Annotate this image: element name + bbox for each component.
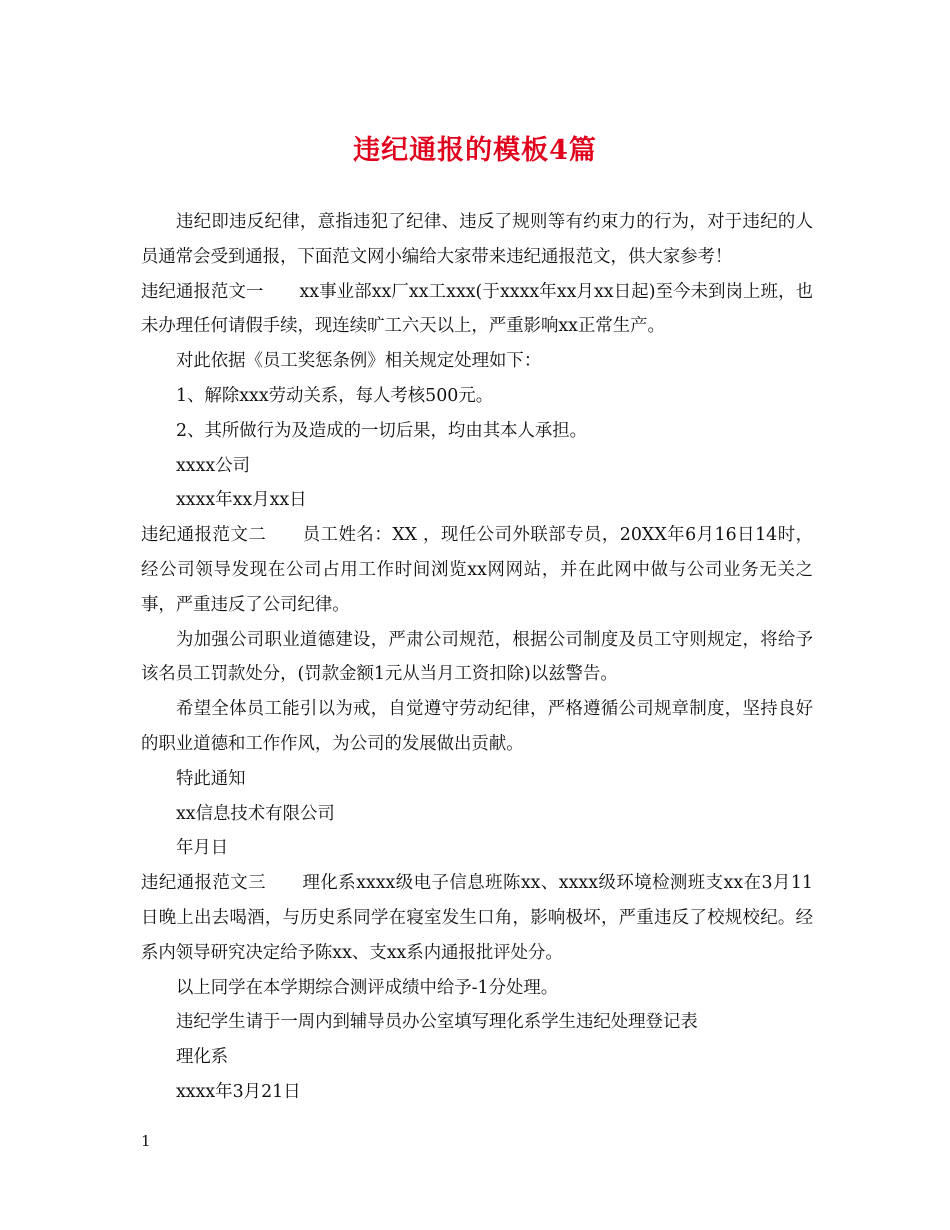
sample2-paragraph (141, 518, 813, 622)
sample3-para2: 以上同学在本学期综合测评成绩中给予-1分处理。 (176, 977, 559, 998)
sample1-heading: 违纪通报范文一 (141, 281, 264, 302)
intro-paragraph: 违纪即违反纪律，意指违犯了纪律、违反了规则等有约束力的行为，对于违纪的人员通常会受到通报，下面范文网小编给大家带来违纪通报范文，供大家参考！ (141, 212, 813, 267)
page-number: 1 (141, 1132, 151, 1150)
sample3-paragraph (141, 866, 813, 970)
sample1-company: xxxx公司 (176, 455, 251, 476)
sample3-date: xxxx年3月21日 (176, 1081, 301, 1102)
sample3-text: 理化系xxxx级电子信息班陈xx、xxxx级环境检测班支xx在3月11日晚上出去喝酒，与历史系同学在寝室发生口角，影响极坏，严重违反了校规校纪。经系内领导研究决定给予陈xx、支xx系内通报批评处分。 (141, 873, 813, 963)
sample3-dept: 理化系 (176, 1047, 229, 1068)
sample2-notice: 特此通知 (176, 768, 246, 789)
sample3-para3: 违纪学生请于一周内到辅导员办公室填写理化系学生违纪处理登记表 (176, 1012, 698, 1033)
sample1-date: xxxx年xx月xx日 (176, 490, 307, 511)
document-title: 违纪通报的模板4篇 (353, 135, 597, 166)
sample1-paragraph (141, 275, 813, 345)
sample2-para3: 希望全体员工能引以为戒，自觉遵守劳动纪律，严格遵循公司规章制度，坚持良好的职业道德和工作作风，为公司的发展做出贡献。 (141, 699, 813, 754)
document-body (141, 205, 813, 1110)
sample2-date: 年月日 (176, 838, 229, 859)
sample2-text: 员工姓名：XX ，现任公司外联部专员，20XX年6月16日14时，经公司领导发现在公司占用工作时间浏览xx网网站，并在此网中做与公司业务无关之事，严重违反了公司纪律。 (141, 525, 813, 615)
sample2-heading: 违纪通报范文二 (141, 525, 267, 546)
sample1-text: xx事业部xx厂xx工xxx(于xxxx年xx月xx日起)至今未到岗上班，也未办理任何请假手续，现连续旷工六天以上，严重影响xx正常生产。 (141, 281, 813, 337)
sample2-para2: 为加强公司职业道德建设，严肃公司规范，根据公司制度及员工守则规定，将给予该名员工罚款处分，(罚款金额1元从当月工资扣除)以兹警告。 (141, 629, 813, 685)
sample1-item2: 2、其所做行为及造成的一切后果，均由其本人承担。 (176, 420, 588, 441)
sample2-company: xx信息技术有限公司 (176, 803, 335, 824)
sample1-basis: 对此依据《员工奖惩条例》相关规定处理如下： (176, 351, 542, 372)
sample3-heading: 违纪通报范文三 (141, 873, 267, 894)
sample1-item1: 1、解除xxx劳动关系，每人考核500元。 (176, 385, 494, 406)
